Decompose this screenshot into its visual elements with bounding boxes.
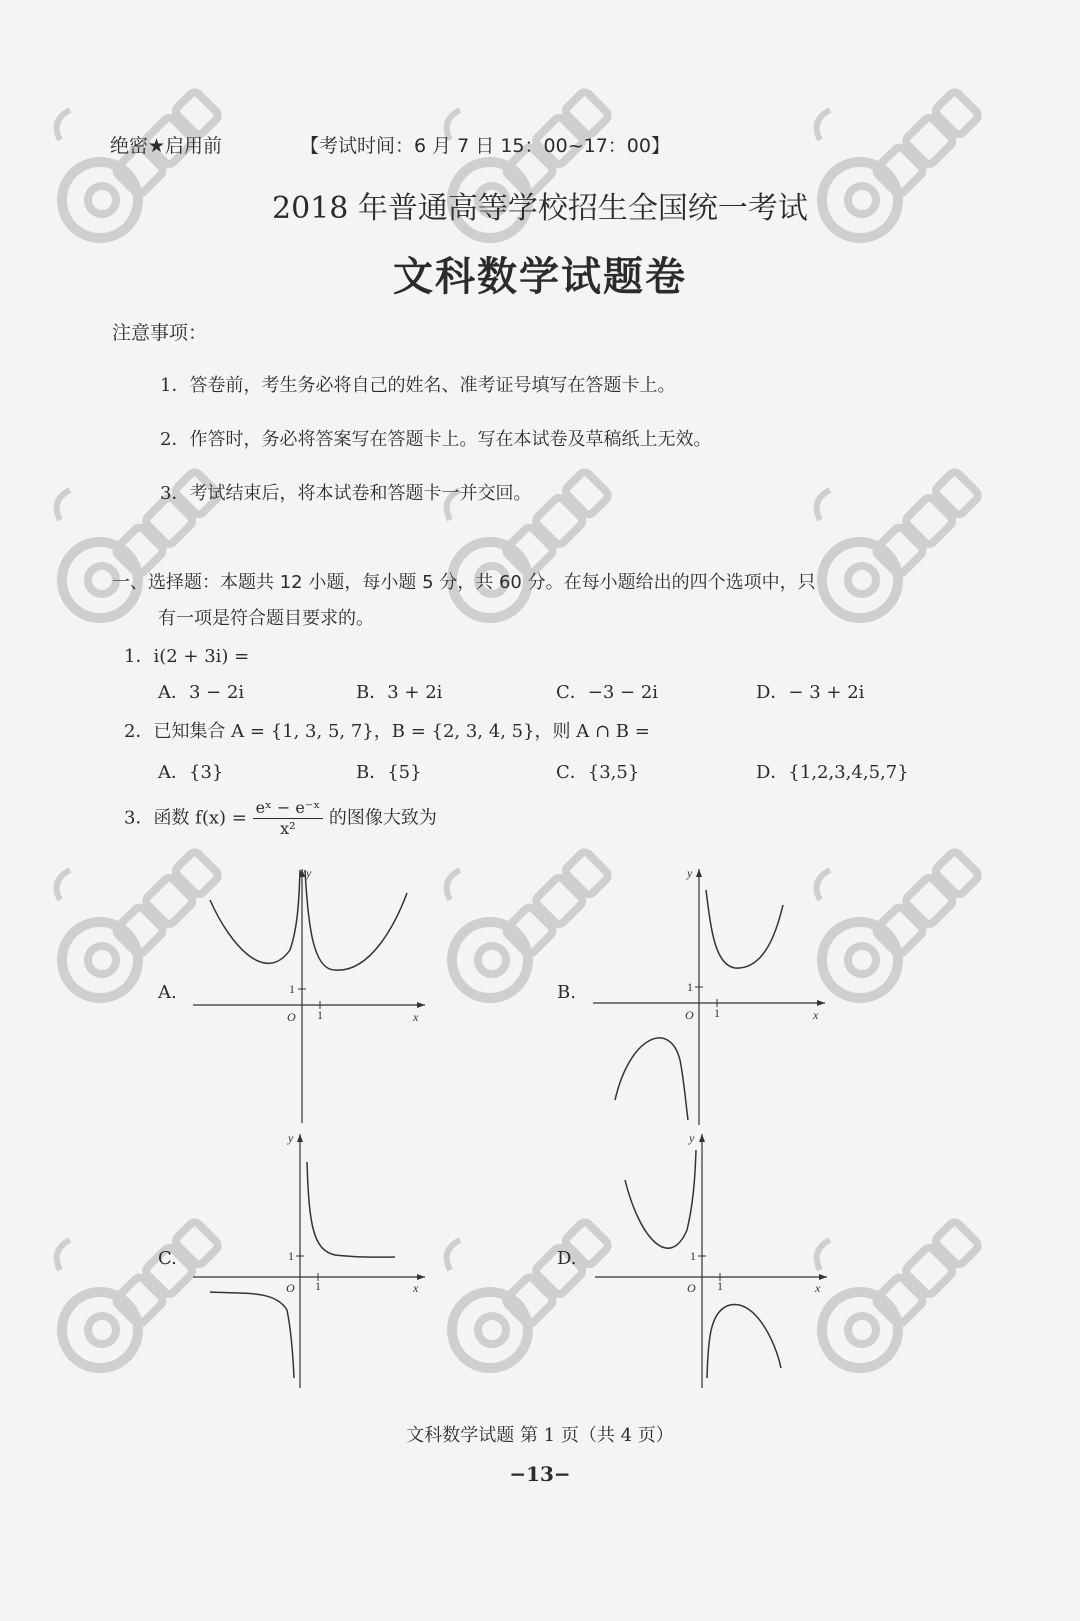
x-axis-label: x [815, 1281, 821, 1295]
x-tick-label: 1 [317, 1008, 323, 1022]
section-heading-line1: 一、选择题：本题共 12 小题，每小题 5 分，共 60 分。在每小题给出的四个选项中，只 [112, 572, 816, 593]
notice-item: 2．作答时，务必将答案写在答题卡上。写在本试卷及草稿纸上无效。 [160, 429, 712, 450]
graph-b [585, 865, 835, 1130]
page-footer: 文科数学试题 第 1 页（共 4 页） [406, 1425, 674, 1446]
origin-label: O [286, 1281, 295, 1295]
question-3-stem-prefix: 3．函数 f(x) = [124, 807, 247, 829]
x-axis-label: x [413, 1281, 419, 1295]
graph-label-d: D. [557, 1248, 577, 1269]
notice-heading: 注意事项： [112, 322, 208, 344]
question-2-option-a: A．{3} [158, 762, 224, 783]
x-axis-label: x [413, 1010, 419, 1024]
x-tick-label: 1 [315, 1279, 321, 1293]
origin-label: O [685, 1008, 694, 1022]
x-axis-label: x [813, 1008, 819, 1022]
exam-subtitle: 文科数学试题卷 [393, 254, 687, 300]
origin-label: O [287, 1010, 296, 1024]
x-tick-label: 1 [717, 1279, 723, 1293]
y-tick-label: 1 [690, 1249, 696, 1263]
exam-time: 【考试时间：6 月 7 日 15：00~17：00】 [300, 135, 670, 157]
origin-label: O [687, 1281, 696, 1295]
y-axis-label: y [288, 1131, 294, 1145]
watermark-logo [790, 460, 990, 660]
graph-d [585, 1130, 835, 1395]
question-3-stem-suffix: 的图像大致为 [328, 807, 437, 829]
graph-label-c: C. [158, 1248, 177, 1269]
graph-c [185, 1130, 435, 1395]
graph-a [185, 865, 435, 1130]
graph-label-b: B. [557, 982, 576, 1003]
question-1-option-a: A．3 − 2i [158, 682, 245, 703]
y-axis-label: y [687, 866, 693, 880]
question-2-option-b: B．{5} [356, 762, 422, 783]
y-axis-label: y [689, 1131, 695, 1145]
y-tick-label: 1 [289, 982, 295, 996]
y-tick-label: 1 [687, 980, 693, 994]
question-1-option-d: D．− 3 + 2i [756, 682, 865, 703]
question-3-stem [124, 798, 437, 839]
y-tick-label: 1 [288, 1249, 294, 1263]
fraction-denominator: x² [280, 819, 296, 838]
x-tick-label: 1 [714, 1006, 720, 1020]
question-1-option-b: B．3 + 2i [356, 682, 443, 703]
question-2-stem: 2．已知集合 A = {1, 3, 5, 7}，B = {2, 3, 4, 5}，则 A ∩ B = [124, 721, 650, 742]
confidential-label: 绝密★启用前 [110, 135, 223, 157]
question-1-option-c: C．−3 − 2i [556, 682, 659, 703]
question-2-option-c: C．{3,5} [556, 762, 640, 783]
fraction-numerator: eˣ − e⁻ˣ [253, 798, 324, 819]
page-number: −13− [509, 1462, 571, 1486]
section-heading-line2: 有一项是符合题目要求的。 [158, 608, 374, 629]
notice-item: 1．答卷前，考生务必将自己的姓名、准考证号填写在答题卡上。 [160, 375, 676, 396]
y-axis-label: y [306, 866, 312, 880]
graph-label-a: A. [158, 982, 177, 1003]
question-1-stem: 1．i(2 + 3i) = [124, 646, 250, 667]
function-fraction [253, 798, 324, 839]
notice-item: 3．考试结束后，将本试卷和答题卡一并交回。 [160, 483, 532, 504]
question-2-option-d: D．{1,2,3,4,5,7} [756, 762, 909, 783]
exam-title: 2018 年普通高等学校招生全国统一考试 [272, 191, 808, 226]
